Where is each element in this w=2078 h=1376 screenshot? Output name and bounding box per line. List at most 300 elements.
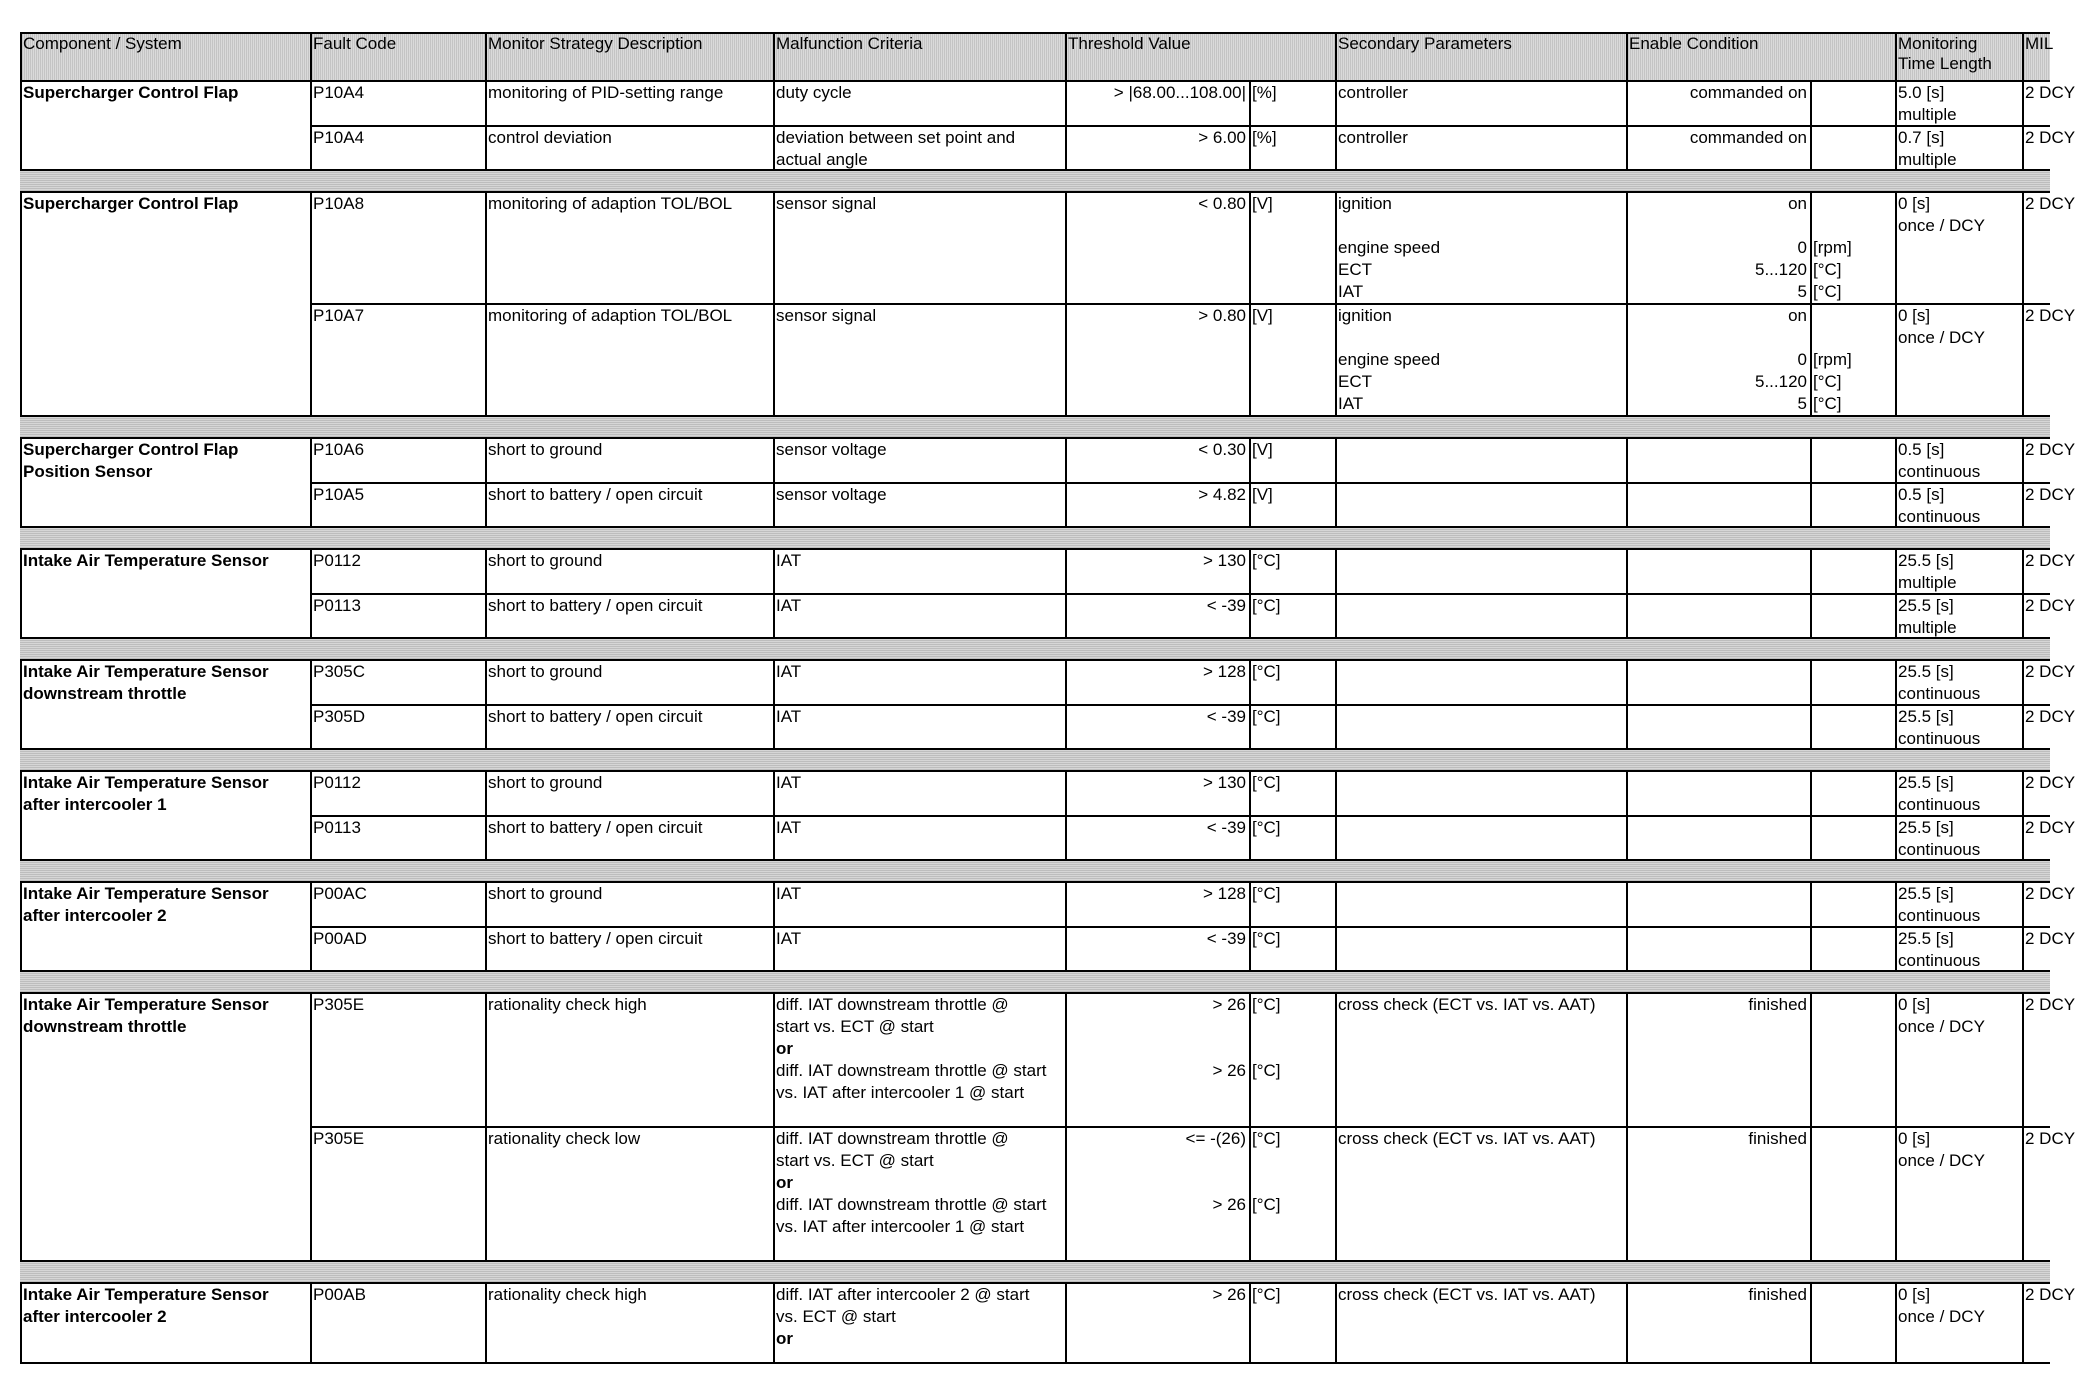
block-bottom-border: [20, 1362, 2050, 1364]
fault-code: P305E: [313, 1129, 365, 1148]
threshold-unit: [%]: [1252, 128, 1277, 147]
mil-illumination: 2 DCY: [2025, 128, 2076, 147]
enable-unit: [rpm]: [1813, 350, 1852, 369]
monitoring-time: once / DCY: [1898, 1307, 1985, 1326]
column-divider: [1626, 881, 1628, 972]
fault-code: P00AB: [313, 1285, 366, 1304]
monitoring-time: 5.0 [s]: [1898, 83, 1945, 102]
column-divider: [1810, 770, 1812, 861]
malfunction-criteria: IAT: [776, 818, 802, 837]
enable-unit: [°C]: [1813, 260, 1842, 279]
threshold-unit: [V]: [1252, 485, 1273, 504]
threshold-unit: [°C]: [1252, 1285, 1281, 1304]
header-fault-code: Fault Code: [313, 34, 397, 53]
malfunction-criteria: IAT: [776, 929, 802, 948]
monitor-strategy: short to ground: [488, 551, 603, 570]
monitoring-time: 25.5 [s]: [1898, 707, 1954, 726]
mil-illumination: 2 DCY: [2025, 662, 2076, 681]
monitor-strategy: short to battery / open circuit: [488, 485, 703, 504]
column-divider: [1810, 659, 1812, 750]
column-divider: [773, 80, 775, 171]
threshold-unit: [°C]: [1252, 551, 1281, 570]
mil-illumination: 2 DCY: [2025, 929, 2076, 948]
column-divider: [20, 191, 22, 417]
threshold-value: < -39: [1206, 596, 1246, 615]
monitor-strategy: rationality check low: [488, 1129, 641, 1148]
fault-code: P10A4: [313, 83, 365, 102]
monitoring-time: continuous: [1898, 906, 1981, 925]
column-divider: [773, 191, 775, 417]
monitoring-time: continuous: [1898, 462, 1981, 481]
threshold-value: > 6.00: [1198, 128, 1246, 147]
secondary-parameter: ECT: [1338, 260, 1372, 279]
malfunction-criteria: sensor signal: [776, 306, 877, 325]
column-divider: [1626, 659, 1628, 750]
header-time2: Time Length: [1898, 54, 1992, 73]
header-column-divider: [1065, 32, 1067, 80]
monitoring-time: 0 [s]: [1898, 1129, 1931, 1148]
component-name: Intake Air Temperature Sensor: [23, 773, 269, 792]
column-divider: [1335, 881, 1337, 972]
component-name: Position Sensor: [23, 462, 153, 481]
fault-code: P10A4: [313, 128, 365, 147]
threshold-unit: [°C]: [1252, 884, 1281, 903]
column-divider: [1895, 770, 1897, 861]
threshold-value: < 0.80: [1198, 194, 1246, 213]
enable-unit: [°C]: [1813, 282, 1842, 301]
mil-illumination: 2 DCY: [2025, 1285, 2076, 1304]
threshold-value: > 130: [1202, 773, 1246, 792]
column-divider: [1895, 1282, 1897, 1364]
monitoring-time: 25.5 [s]: [1898, 596, 1954, 615]
column-divider: [1810, 881, 1812, 972]
column-divider: [1065, 80, 1067, 171]
monitoring-time: continuous: [1898, 507, 1981, 526]
monitoring-time: 25.5 [s]: [1898, 884, 1954, 903]
header-column-divider: [1895, 32, 1897, 80]
column-divider: [1895, 659, 1897, 750]
fault-code: P00AD: [313, 929, 367, 948]
column-divider: [2022, 770, 2024, 861]
mil-illumination: 2 DCY: [2025, 884, 2076, 903]
monitor-strategy: monitoring of adaption TOL/BOL: [488, 194, 733, 213]
monitoring-time: 25.5 [s]: [1898, 773, 1954, 792]
column-divider: [1895, 548, 1897, 639]
column-divider: [310, 992, 312, 1262]
secondary-parameter: engine speed: [1338, 350, 1441, 369]
threshold-unit: [%]: [1252, 83, 1277, 102]
fault-code: P305C: [313, 662, 365, 681]
threshold-value: < -39: [1206, 929, 1246, 948]
monitoring-time: 0 [s]: [1898, 194, 1931, 213]
column-divider: [485, 191, 487, 417]
malfunction-criteria: diff. IAT after intercooler 2 @ start: [776, 1285, 1030, 1304]
enable-unit: [°C]: [1813, 372, 1842, 391]
fault-code: P0112: [313, 773, 361, 792]
enable-condition: 5: [1797, 394, 1807, 413]
header-secondary: Secondary Parameters: [1338, 34, 1512, 53]
monitoring-time: once / DCY: [1898, 1151, 1985, 1170]
malfunction-criteria: start vs. ECT @ start: [776, 1151, 934, 1170]
column-divider: [310, 191, 312, 417]
secondary-parameter: cross check (ECT vs. IAT vs. AAT): [1338, 1285, 1596, 1304]
column-divider: [1626, 80, 1628, 171]
monitor-strategy: short to ground: [488, 440, 603, 459]
mil-illumination: 2 DCY: [2025, 707, 2076, 726]
column-divider: [1335, 80, 1337, 171]
column-divider: [2022, 80, 2024, 171]
enable-condition: commanded on: [1689, 128, 1807, 147]
mil-illumination: 2 DCY: [2025, 306, 2076, 325]
fault-code: P00AC: [313, 884, 367, 903]
block-separator: [20, 1262, 2050, 1282]
mil-illumination: 2 DCY: [2025, 773, 2076, 792]
monitor-strategy: rationality check high: [488, 1285, 647, 1304]
header-column-divider: [2022, 32, 2024, 80]
column-divider: [20, 437, 22, 528]
header-time1: Monitoring: [1898, 34, 1978, 53]
column-divider: [1810, 80, 1812, 171]
header-column-divider: [1626, 32, 1628, 80]
malfunction-criteria: vs. IAT after intercooler 1 @ start: [776, 1083, 1025, 1102]
threshold-unit: [°C]: [1252, 995, 1281, 1014]
column-divider: [1626, 191, 1628, 417]
secondary-parameter: ignition: [1338, 194, 1392, 213]
threshold-value: <= -(26): [1185, 1129, 1246, 1148]
component-name: Supercharger Control Flap: [23, 194, 239, 213]
malfunction-criteria: diff. IAT downstream throttle @ start: [776, 1195, 1047, 1214]
header-column-divider: [310, 32, 312, 80]
threshold-value: < -39: [1206, 818, 1246, 837]
column-divider: [2022, 548, 2024, 639]
column-divider: [2022, 191, 2024, 417]
column-divider: [485, 881, 487, 972]
header-column-divider: [1335, 32, 1337, 80]
block-separator: [20, 171, 2050, 191]
threshold-unit: [°C]: [1252, 1195, 1281, 1214]
enable-condition: on: [1788, 194, 1807, 213]
mil-illumination: 2 DCY: [2025, 818, 2076, 837]
column-divider: [2022, 659, 2024, 750]
monitoring-time: multiple: [1898, 618, 1957, 637]
monitoring-time: 0 [s]: [1898, 995, 1931, 1014]
monitor-strategy: short to battery / open circuit: [488, 707, 703, 726]
column-divider: [1810, 191, 1812, 417]
malfunction-criteria: IAT: [776, 773, 802, 792]
column-divider: [1249, 80, 1251, 171]
block-separator: [20, 972, 2050, 992]
column-divider: [1065, 191, 1067, 417]
secondary-parameter: cross check (ECT vs. IAT vs. AAT): [1338, 995, 1596, 1014]
monitor-strategy: monitoring of PID-setting range: [488, 83, 724, 102]
column-divider: [310, 437, 312, 528]
block-separator: [20, 528, 2050, 548]
threshold-value: > 128: [1202, 662, 1246, 681]
threshold-unit: [°C]: [1252, 596, 1281, 615]
malfunction-criteria: sensor voltage: [776, 485, 887, 504]
monitoring-time: once / DCY: [1898, 1017, 1985, 1036]
monitoring-time: continuous: [1898, 840, 1981, 859]
column-divider: [1335, 1282, 1337, 1364]
component-name: after intercooler 1: [23, 795, 167, 814]
header-column-divider: [485, 32, 487, 80]
monitor-strategy: short to battery / open circuit: [488, 596, 703, 615]
block-separator: [20, 639, 2050, 659]
column-divider: [1335, 770, 1337, 861]
monitoring-time: 25.5 [s]: [1898, 662, 1954, 681]
column-divider: [1335, 191, 1337, 417]
block-separator: [20, 417, 2050, 437]
column-divider: [1249, 881, 1251, 972]
monitor-strategy: control deviation: [488, 128, 612, 147]
mil-illumination: 2 DCY: [2025, 83, 2076, 102]
malfunction-criteria: or: [776, 1173, 793, 1192]
header-enable: Enable Condition: [1629, 34, 1759, 53]
threshold-unit: [°C]: [1252, 1061, 1281, 1080]
column-divider: [1895, 80, 1897, 171]
enable-condition: finished: [1748, 1285, 1807, 1304]
monitoring-time: once / DCY: [1898, 328, 1985, 347]
column-divider: [1249, 1282, 1251, 1364]
header-mil: MIL: [2025, 34, 2054, 53]
column-divider: [773, 1282, 775, 1364]
malfunction-criteria: diff. IAT downstream throttle @: [776, 995, 1009, 1014]
threshold-value: > 128: [1202, 884, 1246, 903]
column-divider: [1249, 548, 1251, 639]
column-divider: [20, 548, 22, 639]
column-divider: [485, 770, 487, 861]
fault-code: P10A6: [313, 440, 365, 459]
header-column-divider: [773, 32, 775, 80]
threshold-value: < 0.30: [1198, 440, 1246, 459]
fault-code: P10A7: [313, 306, 365, 325]
component-name: Intake Air Temperature Sensor: [23, 1285, 269, 1304]
column-divider: [20, 770, 22, 861]
column-divider: [2022, 437, 2024, 528]
column-divider: [1065, 770, 1067, 861]
column-divider: [2022, 992, 2024, 1262]
fault-code: P305E: [313, 995, 365, 1014]
monitor-strategy: short to battery / open circuit: [488, 818, 703, 837]
malfunction-criteria: sensor signal: [776, 194, 877, 213]
column-divider: [1626, 548, 1628, 639]
monitoring-time: 0.5 [s]: [1898, 440, 1945, 459]
threshold-value: > 4.82: [1198, 485, 1246, 504]
monitoring-time: continuous: [1898, 684, 1981, 703]
enable-condition: on: [1788, 306, 1807, 325]
column-divider: [1335, 992, 1337, 1262]
enable-condition: finished: [1748, 1129, 1807, 1148]
column-divider: [1065, 992, 1067, 1262]
column-divider: [1626, 770, 1628, 861]
monitoring-time: 25.5 [s]: [1898, 551, 1954, 570]
block-separator: [20, 750, 2050, 770]
column-divider: [773, 548, 775, 639]
threshold-value: > 26: [1212, 1195, 1246, 1214]
header-monitor: Monitor Strategy Description: [488, 34, 703, 53]
component-name: Intake Air Temperature Sensor: [23, 662, 269, 681]
mil-illumination: 2 DCY: [2025, 485, 2076, 504]
column-divider: [1065, 1282, 1067, 1364]
column-divider: [485, 437, 487, 528]
component-name: Intake Air Temperature Sensor: [23, 995, 269, 1014]
malfunction-criteria: IAT: [776, 596, 802, 615]
column-divider: [20, 80, 22, 171]
monitoring-time: multiple: [1898, 150, 1957, 169]
monitoring-time: 25.5 [s]: [1898, 818, 1954, 837]
threshold-unit: [°C]: [1252, 773, 1281, 792]
monitor-strategy: short to ground: [488, 884, 603, 903]
component-name: Supercharger Control Flap: [23, 440, 239, 459]
threshold-unit: [°C]: [1252, 929, 1281, 948]
column-divider: [773, 659, 775, 750]
column-divider: [20, 659, 22, 750]
header-component: Component / System: [23, 34, 182, 53]
threshold-unit: [°C]: [1252, 1129, 1281, 1148]
secondary-parameter: cross check (ECT vs. IAT vs. AAT): [1338, 1129, 1596, 1148]
column-divider: [1895, 992, 1897, 1262]
enable-condition: finished: [1748, 995, 1807, 1014]
column-divider: [773, 881, 775, 972]
column-divider: [1626, 992, 1628, 1262]
column-divider: [1249, 770, 1251, 861]
threshold-value: < -39: [1206, 707, 1246, 726]
column-divider: [485, 992, 487, 1262]
column-divider: [1065, 548, 1067, 639]
secondary-parameter: IAT: [1338, 282, 1364, 301]
secondary-parameter: IAT: [1338, 394, 1364, 413]
column-divider: [1065, 437, 1067, 528]
enable-condition: commanded on: [1689, 83, 1807, 102]
enable-condition: 5...120: [1755, 260, 1807, 279]
header-column-divider: [20, 32, 22, 80]
enable-unit: [rpm]: [1813, 238, 1852, 257]
column-divider: [310, 881, 312, 972]
mil-illumination: 2 DCY: [2025, 596, 2076, 615]
monitoring-time: 0.7 [s]: [1898, 128, 1945, 147]
monitor-strategy: rationality check high: [488, 995, 647, 1014]
threshold-value: > 26: [1212, 1285, 1246, 1304]
column-divider: [485, 548, 487, 639]
block-separator: [20, 861, 2050, 881]
fault-code: P10A5: [313, 485, 365, 504]
threshold-unit: [°C]: [1252, 818, 1281, 837]
column-divider: [310, 80, 312, 171]
monitoring-time: continuous: [1898, 951, 1981, 970]
monitor-strategy: short to ground: [488, 662, 603, 681]
column-divider: [310, 548, 312, 639]
column-divider: [1626, 437, 1628, 528]
column-divider: [310, 1282, 312, 1364]
fault-code: P0112: [313, 551, 361, 570]
threshold-unit: [V]: [1252, 194, 1273, 213]
column-divider: [1065, 881, 1067, 972]
mil-illumination: 2 DCY: [2025, 551, 2076, 570]
fault-code: P10A8: [313, 194, 365, 213]
threshold-unit: [V]: [1252, 440, 1273, 459]
column-divider: [1065, 659, 1067, 750]
mil-illumination: 2 DCY: [2025, 1129, 2076, 1148]
header-threshold: Threshold Value: [1068, 34, 1191, 53]
column-divider: [1810, 1282, 1812, 1364]
malfunction-criteria: vs. IAT after intercooler 1 @ start: [776, 1217, 1025, 1236]
monitoring-time: once / DCY: [1898, 216, 1985, 235]
secondary-parameter: ECT: [1338, 372, 1372, 391]
column-divider: [1335, 437, 1337, 528]
threshold-unit: [V]: [1252, 306, 1273, 325]
malfunction-criteria: IAT: [776, 707, 802, 726]
enable-condition: 5: [1797, 282, 1807, 301]
column-divider: [1895, 191, 1897, 417]
malfunction-criteria: or: [776, 1329, 793, 1348]
monitor-strategy: monitoring of adaption TOL/BOL: [488, 306, 733, 325]
column-divider: [1249, 191, 1251, 417]
component-name: Supercharger Control Flap: [23, 83, 239, 102]
enable-unit: [°C]: [1813, 394, 1842, 413]
column-divider: [2022, 1282, 2024, 1364]
component-name: Intake Air Temperature Sensor: [23, 551, 269, 570]
component-name: Intake Air Temperature Sensor: [23, 884, 269, 903]
monitoring-time: 0 [s]: [1898, 1285, 1931, 1304]
column-divider: [485, 80, 487, 171]
component-name: downstream throttle: [23, 1017, 187, 1036]
column-divider: [1335, 548, 1337, 639]
component-name: after intercooler 2: [23, 1307, 167, 1326]
column-divider: [1249, 437, 1251, 528]
malfunction-criteria: IAT: [776, 662, 802, 681]
threshold-value: > 130: [1202, 551, 1246, 570]
column-divider: [1335, 659, 1337, 750]
column-divider: [310, 659, 312, 750]
column-divider: [485, 1282, 487, 1364]
malfunction-criteria: duty cycle: [776, 83, 852, 102]
column-divider: [1626, 1282, 1628, 1364]
enable-condition: 0: [1797, 350, 1807, 369]
column-divider: [773, 770, 775, 861]
column-divider: [1810, 992, 1812, 1262]
monitor-strategy: short to battery / open circuit: [488, 929, 703, 948]
fault-code: P305D: [313, 707, 365, 726]
mil-illumination: 2 DCY: [2025, 194, 2076, 213]
mil-illumination: 2 DCY: [2025, 995, 2076, 1014]
monitor-strategy: short to ground: [488, 773, 603, 792]
column-divider: [20, 1282, 22, 1364]
column-divider: [1810, 548, 1812, 639]
monitoring-time: continuous: [1898, 795, 1981, 814]
secondary-parameter: ignition: [1338, 306, 1392, 325]
column-divider: [20, 881, 22, 972]
fault-code: P0113: [313, 596, 361, 615]
column-divider: [20, 992, 22, 1262]
threshold-value: > |68.00...108.00|: [1113, 83, 1246, 102]
column-divider: [1249, 992, 1251, 1262]
column-divider: [485, 659, 487, 750]
malfunction-criteria: start vs. ECT @ start: [776, 1017, 934, 1036]
malfunction-criteria: IAT: [776, 551, 802, 570]
malfunction-criteria: diff. IAT downstream throttle @ start: [776, 1061, 1047, 1080]
column-divider: [773, 437, 775, 528]
column-divider: [310, 770, 312, 861]
header-malfunction: Malfunction Criteria: [776, 34, 923, 53]
threshold-value: > 0.80: [1198, 306, 1246, 325]
malfunction-criteria: vs. ECT @ start: [776, 1307, 896, 1326]
monitoring-time: 0.5 [s]: [1898, 485, 1945, 504]
component-name: after intercooler 2: [23, 906, 167, 925]
threshold-value: > 26: [1212, 1061, 1246, 1080]
malfunction-criteria: IAT: [776, 884, 802, 903]
component-name: downstream throttle: [23, 684, 187, 703]
column-divider: [2022, 881, 2024, 972]
